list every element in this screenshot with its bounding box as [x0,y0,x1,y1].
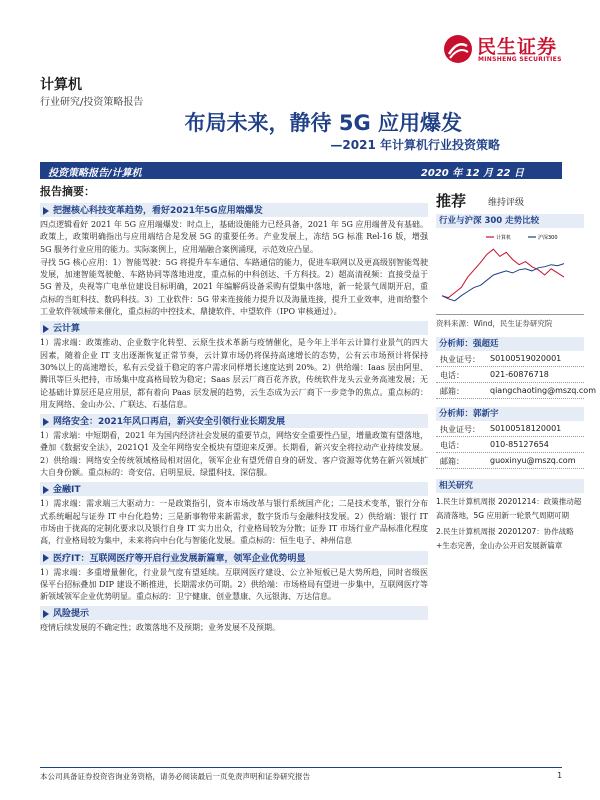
chart-source: 资料来源：Wind，民生证券研究院 [436,314,584,329]
summary-column [40,183,428,636]
series-line-0 [442,249,564,298]
related-item[interactable]: 2.民生计算机周报 20201207：协作战略+生态完善，金山办公开启发展新篇章 [436,527,574,550]
analyst-2-phone: 电话： 010-85127654 [436,437,584,453]
footer [40,767,562,782]
section-heading-risk: 风险提示 [40,606,428,620]
paragraph: 1）需求端：需求端三大驱动力：一是政策指引，资本市场改革与银行系统国产化；二是技术变革，银行分布式系统崛起与证券 IT 中台化趋势；三是新事物带来新需求，数字货币与金融科技发展。2）供给端：银行 IT 市场由于拢高的定制化要求以及银行自身 IT 实力出众，行业格局较为分散；证券 IT 市场行业产品标准化程度高，行业格局较为集中，未来将向中台化与智能化发展。重点标的：恒生电子、神州信息 [40,499,428,546]
analyst-2-email[interactable]: 邮箱： guoxinyu@mszq.com [436,453,584,469]
arrow-icon [43,325,49,333]
analyst-1-phone: 电话： 021-60876718 [436,367,584,383]
footer-disclaimer: 本公司具备证券投资咨询业务资格，请务必阅读最后一页免责声明和证券研究报告 [40,772,310,781]
logo-text-en: MINSHENG SECURITIES [478,56,562,63]
paragraph: 寻找 5G 核心应用：1）智能驾驶：5G 将提升车车通信、车路通信的能力，促进车联网以及更高级别智能驾驶发展，加速智能驾驶舱、车路协同等落地进度，重点标的中科创达、千方科技。2）超高清视频：直接受益于 5G 普及，央视等广电单位建设目标明确，2021 年编解码设备采购有望集中落地，新一轮景气周期开启，重点标的当虹科技、数码科技。3）工业软件：5G 带来连接能力提升以及海量连接，提升工业效率，进而给整个工业软件领域带来催化，重点标的中控技术、鼎捷软件、中望软件（IPO 审核通过）。 [40,257,428,317]
section-heading-fintech: 金融IT [40,482,428,496]
analyst-heading-2: 分析师：郭新宇 [436,407,584,421]
paragraph: 1）需求端：中短期看，2021 年为国内经济社会发展的重要节点，网络安全重要性凸显，增量政策有望落地，叠加《数据安全法》，2021Q1 及全年网络安全板块有望迎来反弹。长期看，新兴安全将拉动产业持续发展。2）供给端：网络安全传统领域格局相对固化，领军企业有望凭借自身的研发、客户资源等优势在新兴领域扩大自身份额。重点标的：奇安信、启明星辰、绿盟科技、深信服。 [40,431,428,478]
header-band [40,162,562,179]
paragraph: 1）需求端：政策推动、企业数字化转型、云原生技术革新与疫情催化，是今年上半年云计算行业景气的四大因素，随着企业 IT 支出逐渐恢复正常节奏，云计算市场仍将保持高速增长的态势，公有云市场预计将保持 30%以上的高速增长，私有云受益于稳定的客户需求同样增长速度达到 20%。2）供给端：Iaas 层由阿里、腾讯等巨头把持，市场集中度高格局较为稳定；Saas 层云厂商百花齐放，传统软件龙头云业务高速发展；无论基础计算层还是应用层，都有着向 Paas 层发展的趋势，云生态成为云厂商下一步竞争的焦点。重点标的：用友网络、金山办公、广联达、石基信息。 [40,338,428,409]
page-number: 1 [557,771,562,780]
arrow-icon [43,610,49,618]
rating-value: 维持评级 [488,198,525,208]
analyst-1-email[interactable]: 邮箱： qiangchaoting@mszq.com [436,383,584,399]
section-heading-cloud: 云计算 [40,321,428,335]
paragraph: 四点逻辑看好 2021 年 5G 应用端爆发：时点上，基础设施能力已经具备，2021 年 5G 应用端普及有基础。政策上，政策明确指出与应用端结合是发展 5G 的重要任务。产业发展上，冻结 5G 标准 Rel-16 版，增强 5G 服务行业应用的能力。实际案例上，应用端融合案例涌现，示范效应凸显。 [40,220,428,254]
related-item[interactable]: 1.民生计算机周报 20201214：政策推动超高清落地，5G 应用新一轮景气周期可期 [436,497,582,520]
chart-heading: 行业与沪深 300 走势比较 [436,214,584,228]
analyst-1-license: 执业证号： S0100519020001 [436,351,584,367]
band-date: 2020 年 12 月 22 日 [420,168,524,179]
legend-label-0: 计算机 [496,235,512,241]
band-category: 投资策略报告/计算机 [48,168,142,179]
industry-label: 计算机 [40,77,82,93]
related-heading: 相关研究 [436,479,584,493]
sidebar-column [436,190,596,553]
section-heading-5g: 把握核心科技变革趋势，看好2021年5G应用端爆发 [40,203,428,217]
trend-chart-svg [436,232,584,312]
page-title: 布局未来，静待 5G 应用爆发 [184,111,462,135]
trend-chart [436,232,584,312]
section-heading-security: 网络安全：2021年风口再启，新兴安全引领行业长期发展 [40,414,428,428]
analyst-2-license: 执业证号： S0100518120001 [436,421,584,437]
rating [436,190,584,210]
company-logo [443,32,583,68]
summary-label: 报告摘要： [40,185,95,198]
logo-text-cn: 民生证券 [477,36,558,58]
report-type: 行业研究/投资策略报告 [40,97,144,108]
series-line-1 [442,264,564,301]
arrow-icon [43,207,49,215]
page-subtitle: —2021 年计算机行业投资策略 [330,138,500,152]
rating-label: 推荐 [436,192,467,210]
analyst-heading-1: 分析师：强超廷 [436,337,584,351]
arrow-icon [43,486,49,494]
arrow-icon [43,554,49,562]
legend-label-1: 沪深300 [538,235,558,241]
section-heading-medical: 医疗IT：互联网医疗等开启行业发展新篇章，领军企业优势明显 [40,551,428,565]
logo-mark-icon [443,34,473,64]
paragraph: 疫情后续发展的不确定性；政策落地不及预期；业务发展不及预期。 [40,623,280,633]
arrow-icon [43,418,49,426]
paragraph: 1）需求端：多重增量催化，行业景气度有望延续。互联网医疗建设、公立补短板已是大势所趋，同时省级医保平台招标叠加 DIP 建设不断推进，长期需求仍可期。2）供给端：市场格局有望进一步集中，互联网医疗等新领域领军企业优势明显。重点标的：卫宁健康、创业慧康、久远银海、万达信息。 [40,567,428,602]
